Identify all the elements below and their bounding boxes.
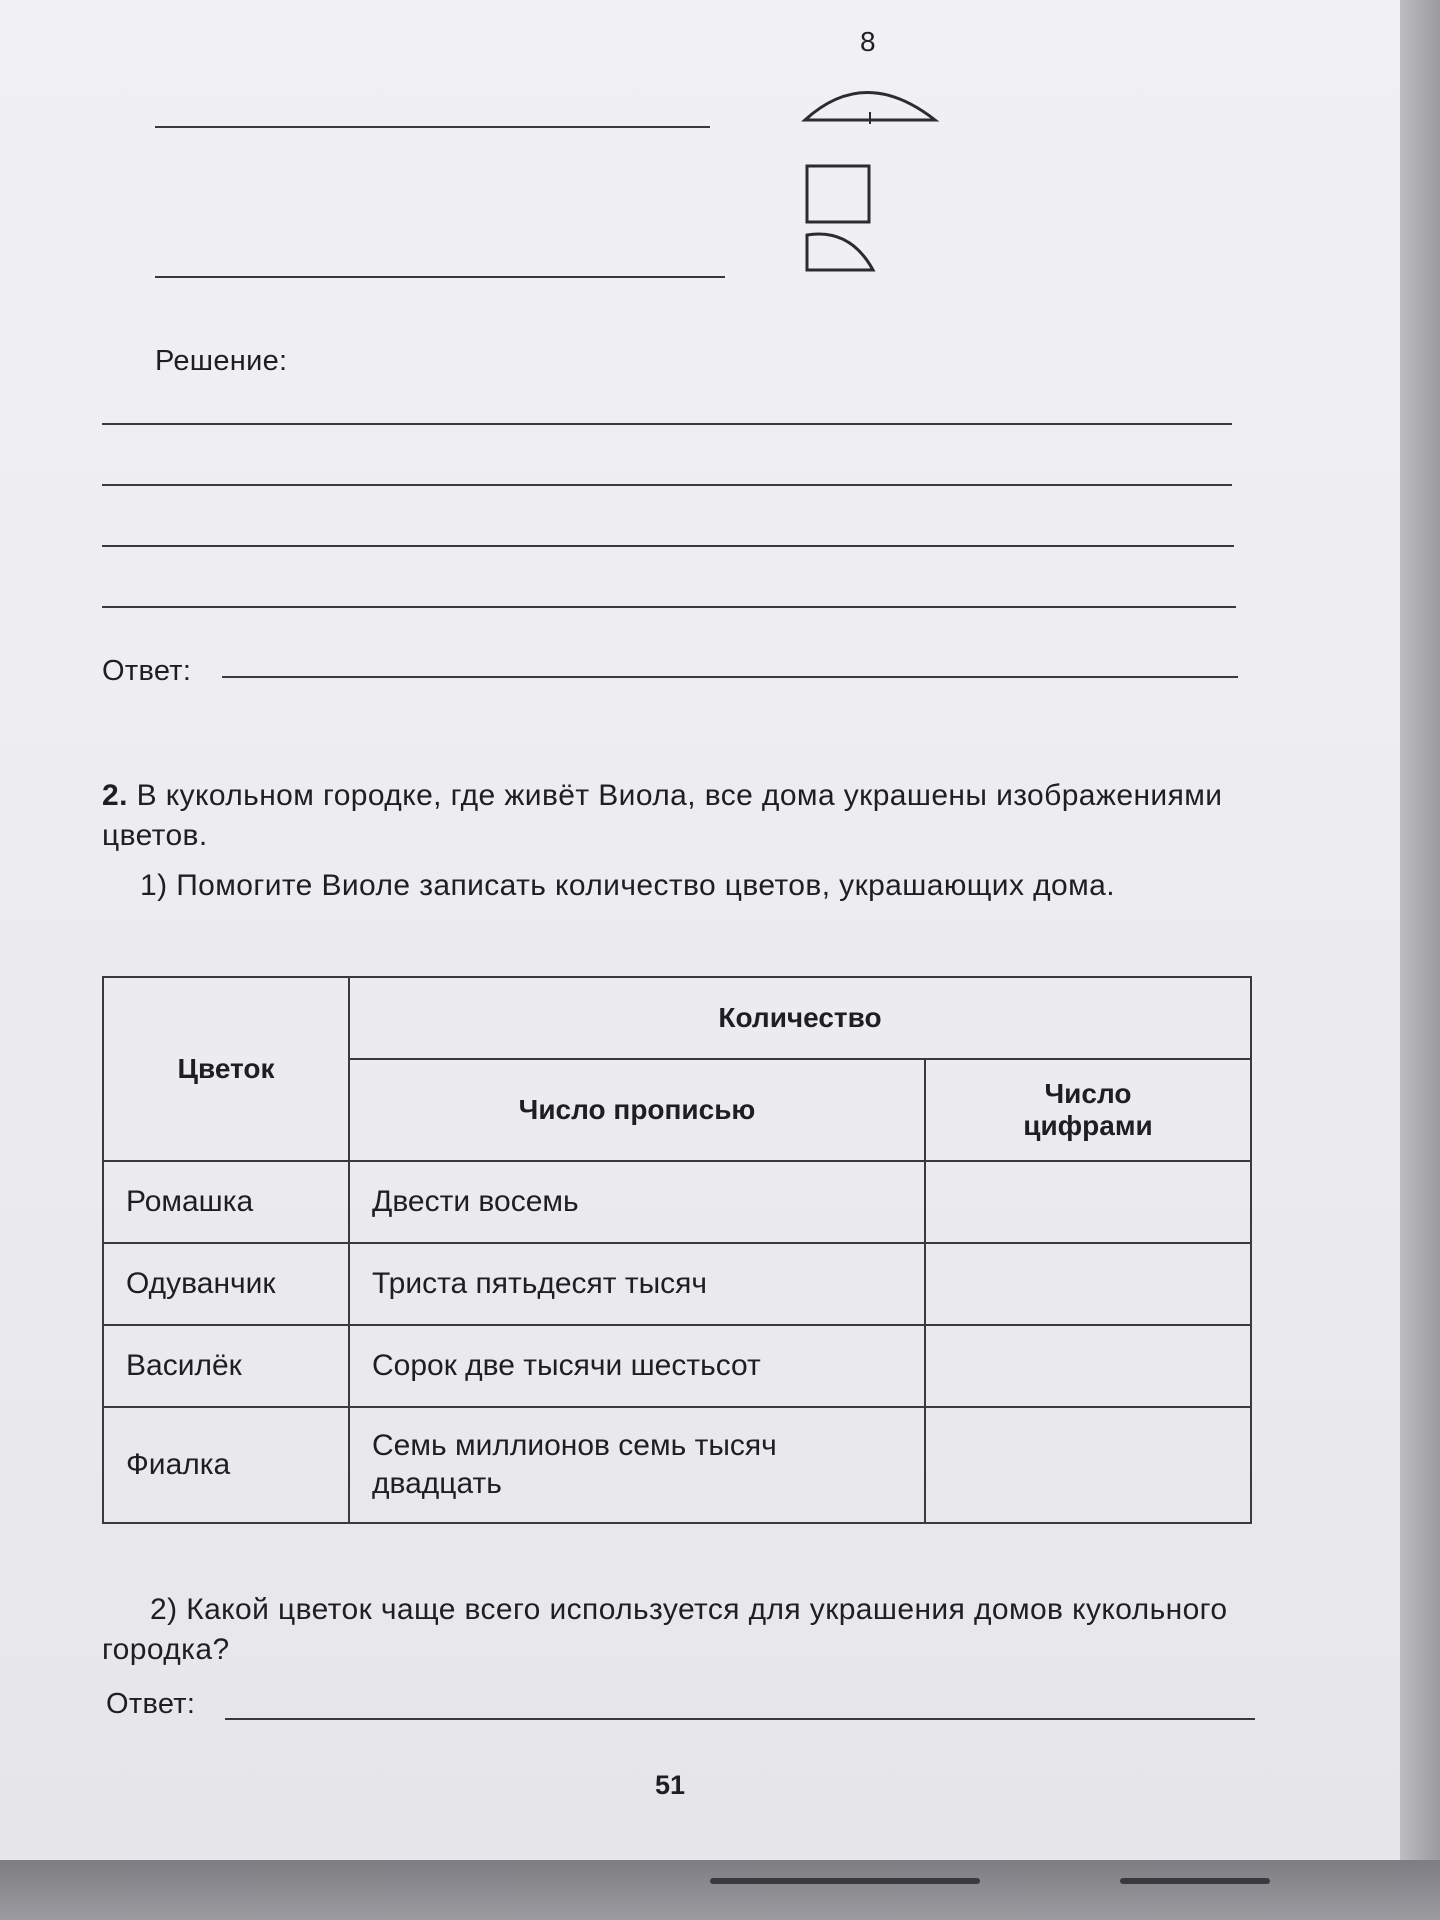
header-flower: Цветок: [103, 977, 349, 1161]
answer-line[interactable]: [222, 676, 1238, 678]
flower-name: Василёк: [103, 1325, 349, 1407]
header-quantity: Количество: [349, 977, 1251, 1059]
solution-line[interactable]: [102, 484, 1232, 486]
answer-label: Ответ:: [106, 1688, 196, 1720]
number-in-digits-cell[interactable]: [925, 1325, 1251, 1407]
half-circle-icon: [807, 234, 873, 270]
solution-line[interactable]: [102, 545, 1234, 547]
semicircle-icon: [805, 93, 935, 125]
answer-line[interactable]: [225, 1718, 1255, 1720]
task2-intro: [102, 776, 1242, 856]
solution-line[interactable]: [102, 606, 1236, 608]
table-row: [103, 1243, 1251, 1325]
header-words: Число прописью: [349, 1059, 925, 1161]
figure-number: 8: [860, 26, 876, 57]
page-number: 51: [655, 1770, 686, 1800]
flowers-table: [102, 976, 1252, 1524]
number-in-words: Двести восемь: [349, 1161, 925, 1243]
page-edge: [0, 1860, 1440, 1920]
answer-line[interactable]: [155, 126, 710, 128]
number-in-words: Триста пятьдесят тысяч: [349, 1243, 925, 1325]
flower-name: Ромашка: [103, 1161, 349, 1243]
solution-label: Решение:: [155, 345, 288, 377]
task-text: В кукольном городке, где живёт Виола, все дома украшены изображениями цветов.: [102, 779, 1223, 852]
figure-shapes: [795, 70, 945, 280]
table-row: [103, 1161, 1251, 1243]
solution-line[interactable]: [102, 423, 1232, 425]
number-in-digits-cell[interactable]: [925, 1407, 1251, 1523]
flower-name: Одуванчик: [103, 1243, 349, 1325]
answer-line[interactable]: [155, 276, 725, 278]
number-in-digits-cell[interactable]: [925, 1161, 1251, 1243]
task2-subtask2: 2) Какой цветок чаще всего используется для украшения домов кукольного городка?: [102, 1593, 1228, 1666]
flower-name: Фиалка: [103, 1407, 349, 1523]
task-number: 2.: [102, 779, 128, 812]
table-row: [103, 1325, 1251, 1407]
answer-label: Ответ:: [102, 655, 192, 687]
task2-subtask1: 1) Помогите Виоле записать количество цветов, украшающих дома.: [140, 869, 1115, 902]
number-in-words: Сорок две тысячи шестьсот: [349, 1325, 925, 1407]
square-icon: [807, 166, 869, 222]
header-digits: Число цифрами: [925, 1059, 1251, 1161]
table-row: [103, 1407, 1251, 1523]
number-in-digits-cell[interactable]: [925, 1243, 1251, 1325]
page-edge: [1400, 0, 1440, 1860]
number-in-words: Семь миллионов семь тысяч двадцать: [349, 1407, 925, 1523]
